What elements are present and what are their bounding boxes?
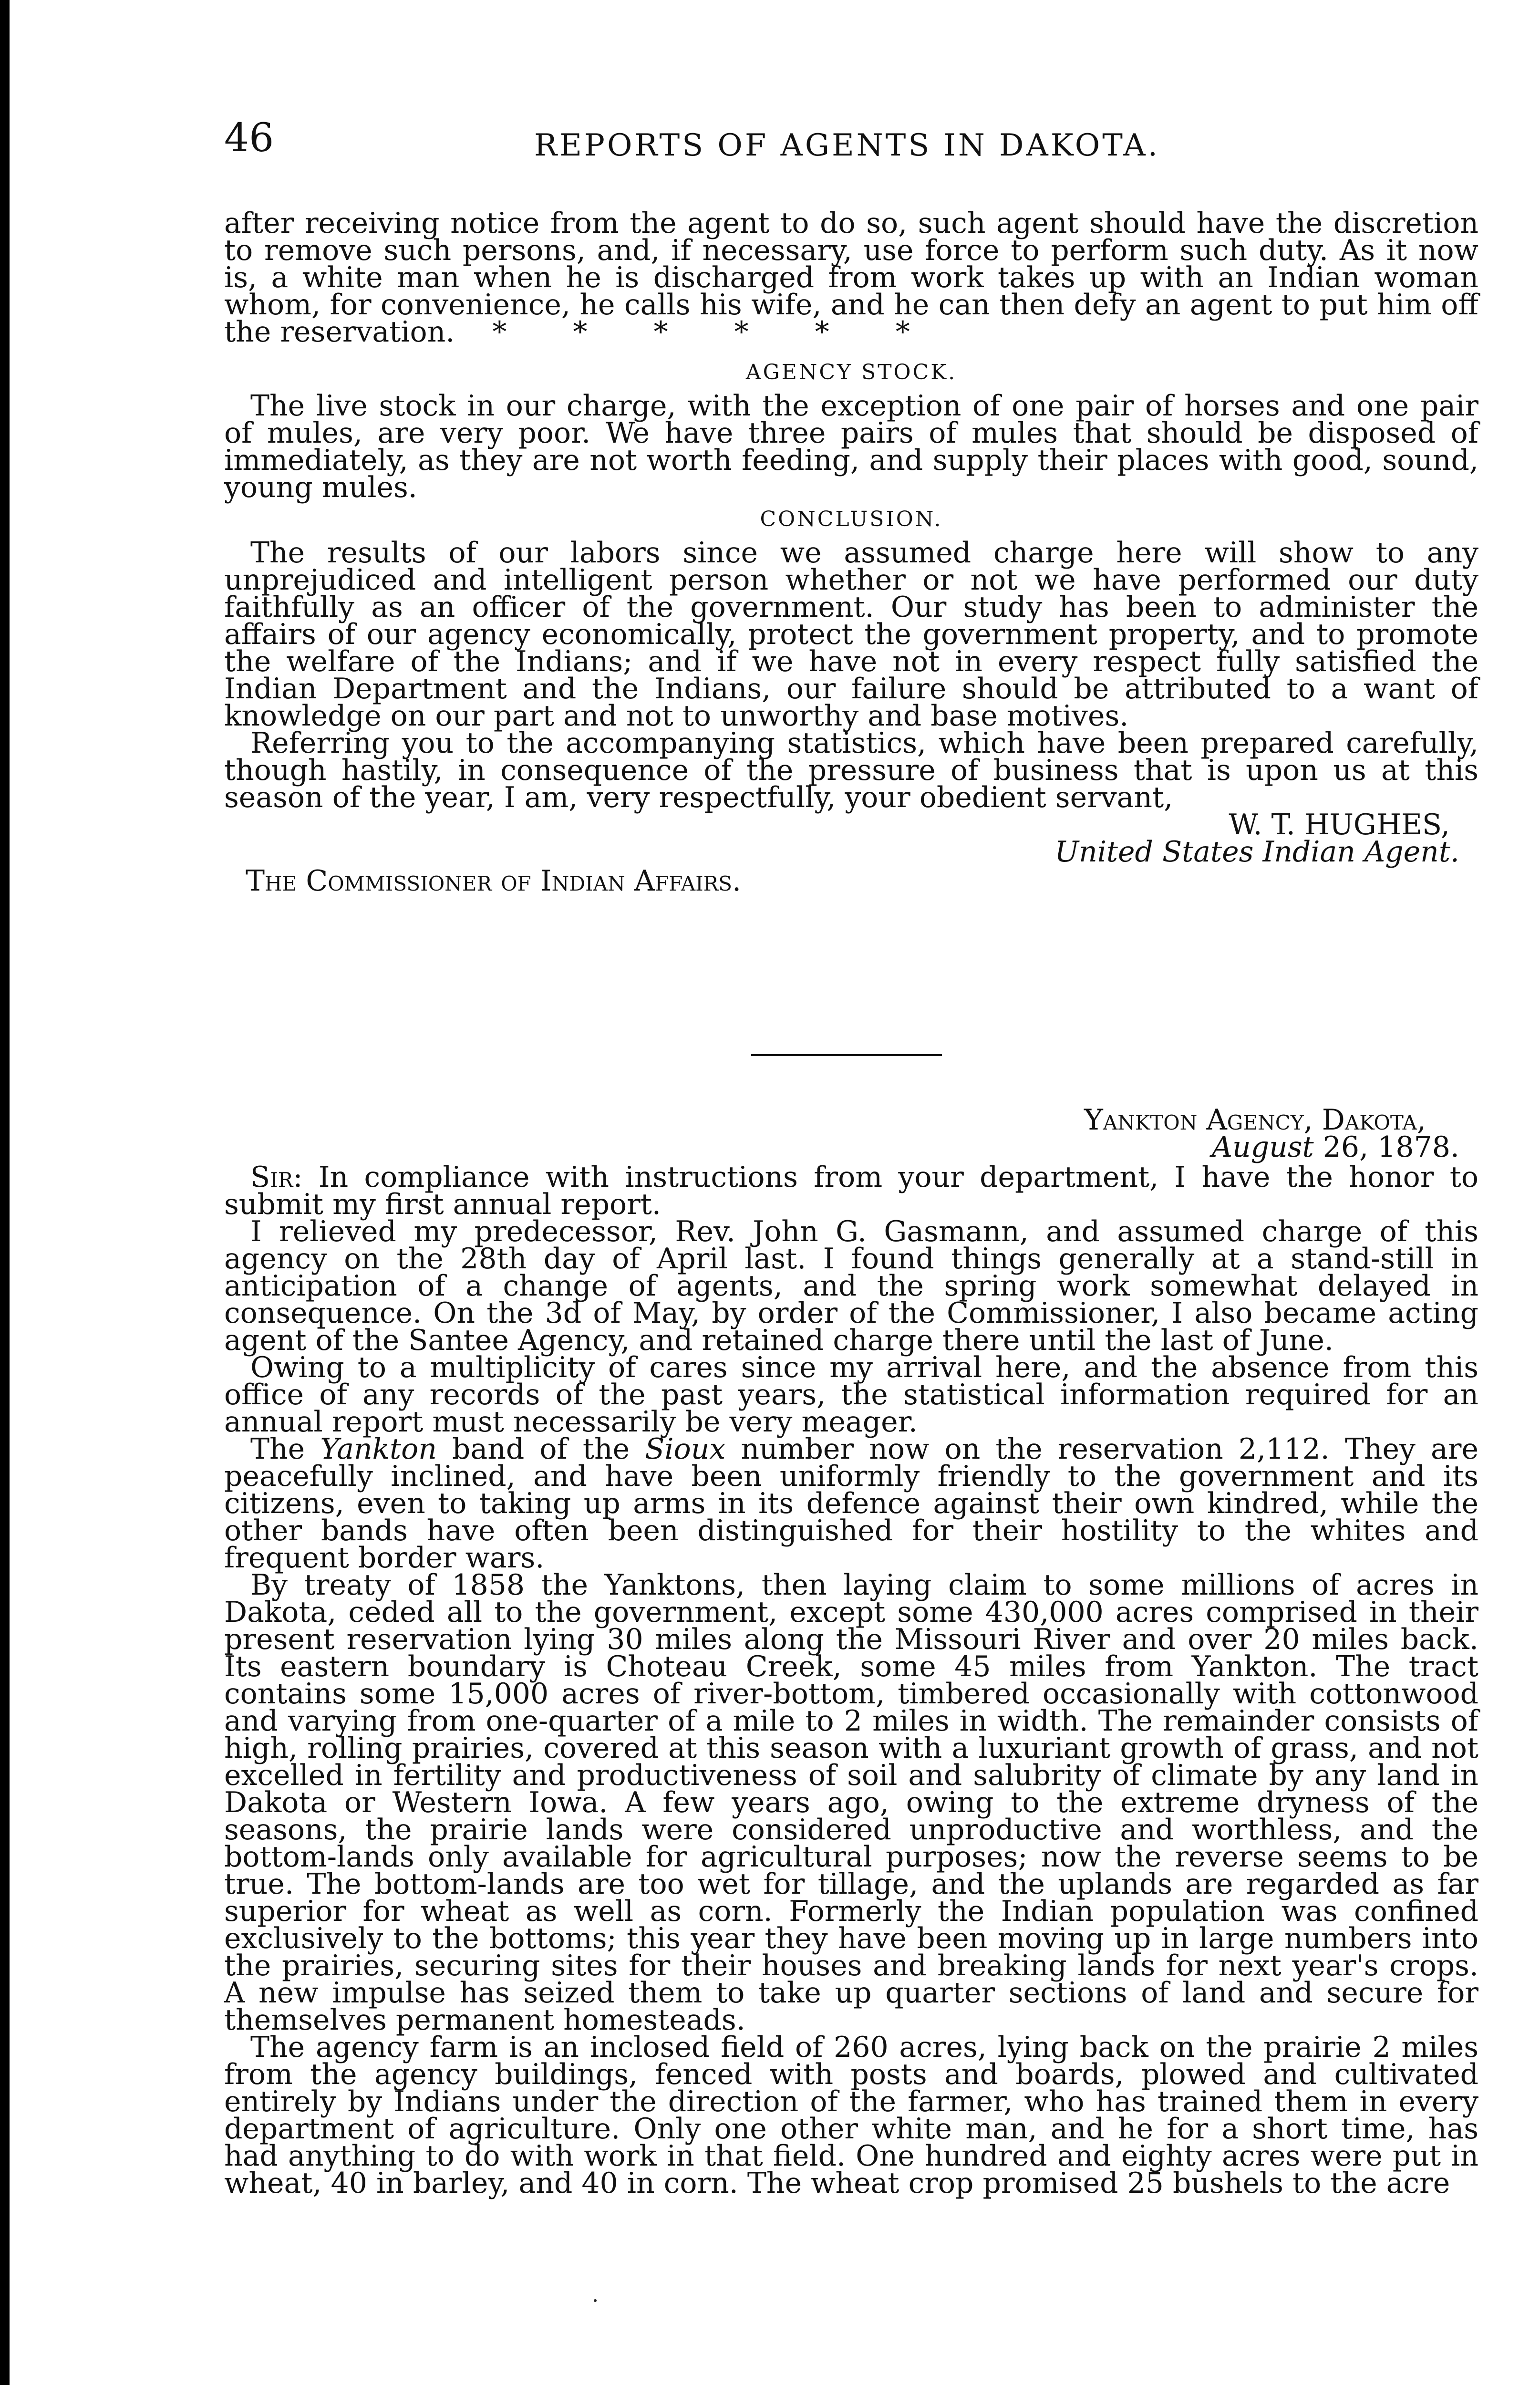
scan-left-border <box>0 0 10 2385</box>
dateline-date <box>224 1130 1478 1164</box>
paragraph-records: Owing to a multiplicity of cares since my arrival here, and the absence from this office of any records of the past years, the statistical information required for an annual report must necessarily be very meager. <box>224 1351 1478 1439</box>
conclusion-paragraph-2: Referring you to the accompanying statistics, which have been prepared carefully, though hastily, in consequence of the pressure of business that is upon us at this season of the year, I am, very respectfully, your obedient servant, <box>224 726 1478 814</box>
page-number: 46 <box>224 115 274 161</box>
salutation-paragraph: Sir: In compliance with instructions from your department, I have the honor to submit my first annual report. <box>224 1161 1478 1221</box>
paragraph-population: The Yankton band of the Sioux number now on the reservation 2,112. They are peacefully inclined, and have been uniformly friendly to the government and its citizens, even to taking up arms in its defence against their own kindred, while the other bands have often been distinguished for their hostility to the whites and frequent border wars. <box>224 1432 1478 1575</box>
conclusion-paragraph-1: The results of our labors since we assumed charge here will show to any unprejudiced and intelligent person whether or not we have performed our duty faithfully as an officer of the government. Our study has been to administer the affairs of our agency economically, protect the government property, and to promote the welfare of the Indians; and if we have not in every respect fully satisfied the Indian Department and the Indians, our failure should be attributed to a want of knowledge on our part and not to unworthy and base motives. <box>224 536 1478 733</box>
page-header <box>224 114 1478 172</box>
scan-speck <box>594 2299 597 2302</box>
paragraph-agency-farm: The agency farm is an inclosed field of 260 acres, lying back on the prairie 2 miles from the agency buildings, fenced with posts and boards, plowed and cultivated entirely by Indians under the direction of the farmer, who has trained them in every department of agriculture. Only one other white man, and he for a short time, has had anything to do with work in that field. One hundred and eighty acres were put in wheat, 40 in barley, and 40 in corn. The wheat crop promised 25 bushels to the acre <box>224 2031 1478 2200</box>
dateline-month: August <box>1211 1130 1314 1164</box>
paragraph-treaty: By treaty of 1858 the Yanktons, then laying claim to some millions of acres in Dakota, ceded all to the government, except some 430,000 acres comprised in their present reservation lying 30 miles along the Missouri River and over 20 miles back. Its eastern boundary is Choteau Creek, some 45 miles from Yankton. The tract contains some 15,000 acres of river-bottom, timbered occasionally with cottonwood and varying from one-quarter of a mile to 2 miles in width. The remainder consists of high, rolling prairies, covered at this season with a luxuriant growth of grass, and not excelled in fertility and productiveness of soil and salubrity of climate by any land in Dakota or Western Iowa. A few years ago, owing to the extreme dryness of the seasons, the prairie lands were considered unproductive and worthless, and the bottom-lands only available for agricultural purposes; now the reverse seems to be true. The bottom-lands are too wet for tillage, and the uplands are regarded as far superior for wheat as well as corn. Formerly the Indian population was confined exclusively to the bottoms; this year they have been moving up in large numbers into the prairies, securing sites for their houses and breaking lands for next year's crops. A new impulse has seized them to take up quarter sections of land and secure for themselves permanent homesteads. <box>224 1568 1478 2037</box>
signature-name: W. T. HUGHES, <box>1229 808 1450 841</box>
agency-stock-paragraph: The live stock in our charge, with the exception of one pair of horses and one pair of mules, are very poor. We have three pairs of mules that should be disposed of immediately, as they are not worth feeding, and supply their places with good, sound, young mules. <box>224 389 1478 504</box>
dateline-day-year: 26, 1878. <box>1313 1130 1459 1164</box>
running-title: REPORTS OF AGENTS IN DAKOTA. <box>534 128 1160 163</box>
addressee: The Commissioner of Indian Affairs. <box>246 864 742 898</box>
continuation-paragraph: after receiving notice from the agent to do so, such agent should have the discretion to remove such persons, and, if necessary, use force to perform such duty. As it now is, a white man when he is discharged from work takes up with an Indian woman whom, for convenience, he calls his wife, and he can then defy an agent to put him off the reservation. * * * * * * <box>224 207 1478 349</box>
paragraph-predecessor: I relieved my predecessor, Rev. John G. Gasmann, and assumed charge of this agency on the 28th day of April last. I found things generally at a stand-still in anticipation of a change of agents, and the spring work somewhat delayed in consequence. On the 3d of May, by order of the Commissioner, I also became acting agent of the Santee Agency, and retained charge there until the last of June. <box>224 1215 1478 1357</box>
salutation: Sir: <box>250 1161 303 1194</box>
agency-stock-heading: AGENCY STOCK. <box>745 360 957 384</box>
yankton-report-section <box>224 1103 1478 2200</box>
dateline-place: Yankton Agency, Dakota, <box>1084 1103 1426 1137</box>
previous-report-section <box>224 207 1478 898</box>
section-divider <box>751 1054 942 1056</box>
conclusion-heading: CONCLUSION. <box>760 507 943 531</box>
ellipsis-stars: * * * * * * <box>492 315 939 349</box>
signature-title: United States Indian Agent. <box>1054 835 1459 869</box>
